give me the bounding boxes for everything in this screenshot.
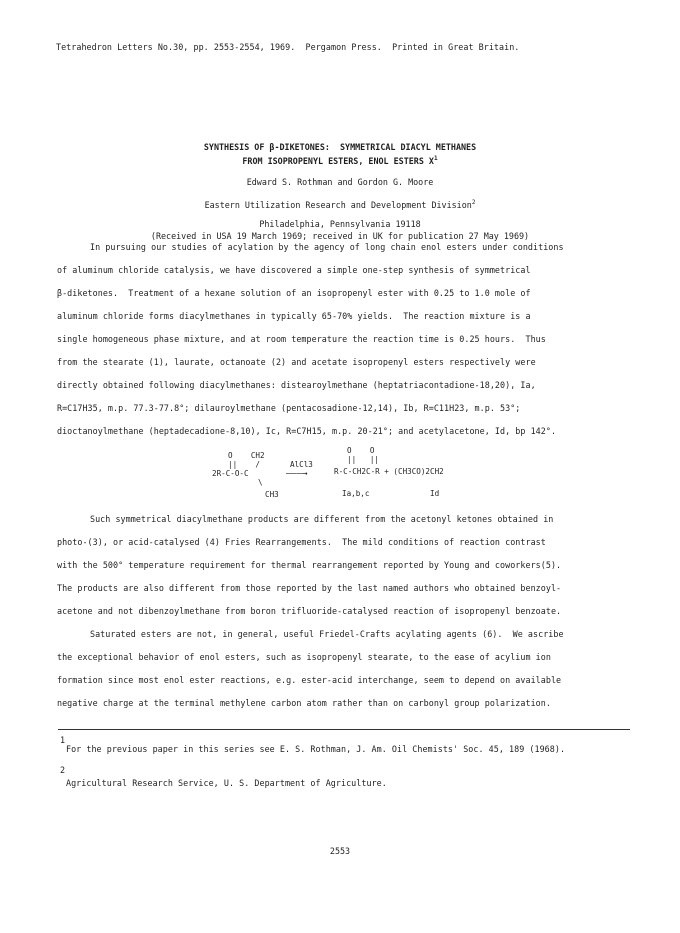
product-formula: R-C-CH2C-R + (CH3CO)2CH2	[334, 467, 444, 476]
reagent-label: AlCl3	[290, 460, 313, 469]
footnote-2: Agricultural Research Service, U. S. Department of Agriculture.	[66, 778, 387, 788]
product-label-ia: Ia,b,c	[342, 489, 370, 498]
location: Philadelphia, Pennsylvania 19118	[259, 219, 421, 229]
body-p2-line: The products are also different from those reported by the last named authors who obtained benzoyl-	[57, 583, 562, 593]
body-p1-line: dioctanoylmethane (heptadecadione-8,10), Ic, R=C7H15, m.p. 20-21°; and acetylacetone, Id, bp 142°.	[57, 426, 557, 436]
title-line-2	[0, 153, 680, 167]
body-p3-line: the exceptional behavior of enol esters, such as isopropenyl stearate, to the ease of acylium ion	[57, 652, 551, 662]
footnote-2-mark: 2	[60, 765, 66, 775]
body-p1-line: R=C17H35, m.p. 77.3-77.8°; dilauroylmethane (pentacosadione-12,14), Ib, R=C11H23, m.p. 53°;	[57, 403, 521, 413]
body-p2-line: Such symmetrical diacylmethane products are different from the acetonyl ketones obtained in	[90, 514, 554, 524]
product-oxygens: O O	[347, 446, 375, 455]
body-p1-line: from the stearate (1), laurate, octanoate (2) and acetate isopropenyl esters respectively were	[57, 357, 536, 367]
body-p3-line: negative charge at the terminal methylene carbon atom rather than on carbonyl group polarization.	[57, 698, 551, 708]
body-p3-line: Saturated esters are not, in general, useful Friedel-Crafts acylating agents (6). We ascribe	[90, 629, 564, 639]
body-p1-line: directly obtained following diacylmethanes: distearoylmethane (heptatriacontadione-18,20), Ia,	[57, 380, 536, 390]
title-line-1: SYNTHESIS OF β-DIKETONES: SYMMETRICAL DIACYL METHANES	[203, 142, 477, 152]
reactant-row-2: || /	[228, 460, 261, 469]
body-p2-line: acetone and not dibenzoylmethane from boron trifluoride-catalysed reaction of isopropenyl benzoate.	[57, 606, 562, 616]
body-p1-line: single homogeneous phase mixture, and at room temperature the reaction time is 0.25 hours. Thus	[57, 334, 546, 344]
reaction-arrow: ———→	[286, 469, 308, 479]
product-label-id: Id	[430, 489, 440, 498]
body-p1-line: β-diketones. Treatment of a hexane solution of an isopropenyl ester with 0.25 to 1.0 mole of	[57, 288, 531, 298]
product-double-bonds: || ||	[347, 455, 380, 464]
affiliation	[0, 197, 680, 211]
reactant-methyl: CH3	[265, 490, 279, 499]
footnote-1-mark: 1	[60, 735, 66, 745]
footnote-divider	[58, 729, 630, 730]
title-line-2-text: FROM ISOPROPENYL ESTERS, ENOL ESTERS X	[242, 155, 434, 166]
affiliation-footnote-mark: 2	[471, 199, 476, 206]
title-footnote-mark: 1	[433, 155, 438, 162]
affiliation-text: Eastern Utilization Research and Development Division	[204, 199, 472, 210]
body-p1-line: aluminum chloride forms diacylmethanes in typically 65-70% yields. The reaction mixture is a	[57, 311, 531, 321]
reactant-row-1: O CH2	[228, 451, 265, 460]
journal-citation: Tetrahedron Letters No.30, pp. 2553-2554, 1969. Pergamon Press. Printed in Great Britain.	[56, 42, 520, 52]
received-dates: (Received in USA 19 March 1969; received in UK for publication 27 May 1969)	[150, 231, 530, 241]
body-p3-line: formation since most enol ester reactions, e.g. ester-acid interchange, seem to depend on available	[57, 675, 562, 685]
reactant-formula: 2R-C-O-C	[212, 469, 249, 478]
body-p1-line: In pursuing our studies of acylation by the agency of long chain enol esters under conditions	[90, 242, 564, 252]
footnote-1: For the previous paper in this series see E. S. Rothman, J. Am. Oil Chemists' Soc. 45, 189 (1968).	[66, 744, 566, 754]
page-number: 2553	[329, 846, 351, 856]
body-p1-line: of aluminum chloride catalysis, we have discovered a simple one-step synthesis of symmetrical	[57, 265, 531, 275]
body-p2-line: with the 500° temperature requirement for thermal rearrangement reported by Young and coworkers(5).	[57, 560, 562, 570]
reactant-row-4: \	[258, 478, 263, 487]
authors: Edward S. Rothman and Gordon G. Moore	[246, 177, 434, 187]
body-p2-line: photo-(3), or acid-catalysed (4) Fries Rearrangements. The mild conditions of reaction contrast	[57, 537, 546, 547]
